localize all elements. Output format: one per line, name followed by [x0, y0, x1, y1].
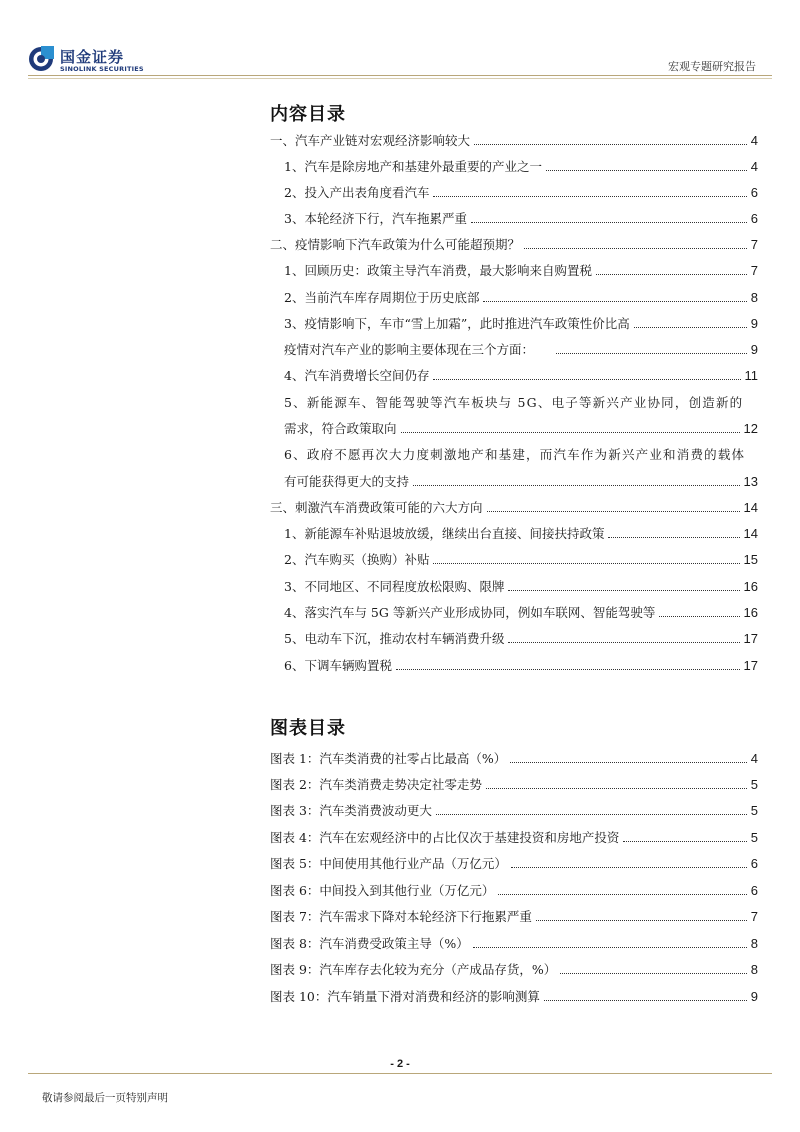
- company-logo: [28, 44, 168, 78]
- toc-entry[interactable]: 1、新能源车补贴退坡放缓，继续出台直接、间接扶持政策 14: [284, 526, 758, 541]
- figure-entry[interactable]: 图表 10：汽车销量下滑对消费和经济的影响测算 9: [270, 989, 758, 1004]
- footer-disclaimer: 敬请参阅最后一页特别声明: [42, 1092, 168, 1104]
- toc-entry[interactable]: 3、不同地区、不同程度放松限购、限牌 16: [284, 579, 758, 594]
- toc-entry[interactable]: 一、汽车产业链对宏观经济影响较大 4: [270, 133, 758, 148]
- toc-entry[interactable]: 2、投入产出表角度看汽车 6: [284, 185, 758, 200]
- toc-entry[interactable]: 三、刺激汽车消费政策可能的六大方向 14: [270, 500, 758, 515]
- logo-chinese-name: 国金证券: [60, 48, 125, 66]
- sinolink-logo-icon: [28, 46, 54, 72]
- figure-entry[interactable]: 图表 3：汽车类消费波动更大 5: [270, 803, 758, 818]
- report-type-label: 宏观专题研究报告: [668, 60, 756, 73]
- figure-entry[interactable]: 图表 7：汽车需求下降对本轮经济下行拖累严重 7: [270, 909, 758, 924]
- toc-entry[interactable]: 疫情对汽车产业的影响主要体现在三个方面： 9: [284, 342, 758, 357]
- footer-divider: [28, 1073, 772, 1074]
- figure-entry[interactable]: 图表 9：汽车库存去化较为充分（产成品存货，%） 8: [270, 962, 758, 977]
- toc-title: 内容目录: [270, 104, 346, 125]
- figure-entry[interactable]: 图表 4：汽车在宏观经济中的占比仅次于基建投资和房地产投资 5: [270, 830, 758, 845]
- figures-title: 图表目录: [270, 718, 346, 739]
- toc-entry-line1[interactable]: 6、政府不愿再次大力度刺激地产和基建，而汽车作为新兴产业和消费的载体: [284, 447, 746, 462]
- logo-english-name: SINOLINK SECURITIES: [60, 65, 144, 73]
- header-divider-thin: [28, 78, 772, 79]
- toc-entry[interactable]: 3、疫情影响下，车市“雪上加霜”，此时推进汽车政策性价比高 9: [284, 316, 758, 331]
- toc-entry[interactable]: 2、当前汽车库存周期位于历史底部 8: [284, 290, 758, 305]
- figure-entry[interactable]: 图表 2：汽车类消费走势决定社零走势 5: [270, 777, 758, 792]
- page-header: [0, 0, 800, 80]
- toc-entry[interactable]: 1、回顾历史：政策主导汽车消费，最大影响来自购置税 7: [284, 263, 758, 278]
- toc-entry[interactable]: 1、汽车是除房地产和基建外最重要的产业之一 4: [284, 159, 758, 174]
- toc-entry[interactable]: 4、落实汽车与 5G 等新兴产业形成协同，例如车联网、智能驾驶等 16: [284, 605, 758, 620]
- toc-entry[interactable]: 5、电动车下沉，推动农村车辆消费升级 17: [284, 631, 758, 646]
- toc-entry-line1[interactable]: 5、新能源车、智能驾驶等汽车板块与 5G、电子等新兴产业协同，创造新的: [284, 395, 744, 410]
- toc-entry[interactable]: 6、下调车辆购置税 17: [284, 658, 758, 673]
- toc-entry[interactable]: 3、本轮经济下行，汽车拖累严重 6: [284, 211, 758, 226]
- figure-entry[interactable]: 图表 5：中间使用其他行业产品（万亿元） 6: [270, 856, 758, 871]
- figure-entry[interactable]: 图表 6：中间投入到其他行业（万亿元） 6: [270, 883, 758, 898]
- toc-entry[interactable]: 4、汽车消费增长空间仍存 11: [284, 368, 758, 383]
- toc-entry[interactable]: 2、汽车购买（换购）补贴 15: [284, 552, 758, 567]
- toc-entry[interactable]: 需求，符合政策取向 12: [284, 421, 758, 436]
- figure-entry[interactable]: 图表 1：汽车类消费的社零占比最高（%） 4: [270, 751, 758, 766]
- page-number: - 2 -: [390, 1058, 410, 1070]
- figure-entry[interactable]: 图表 8：汽车消费受政策主导（%） 8: [270, 936, 758, 951]
- header-divider: [28, 75, 772, 76]
- toc-entry[interactable]: 二、疫情影响下汽车政策为什么可能超预期？ 7: [270, 237, 758, 252]
- toc-entry[interactable]: 有可能获得更大的支持 13: [284, 474, 758, 489]
